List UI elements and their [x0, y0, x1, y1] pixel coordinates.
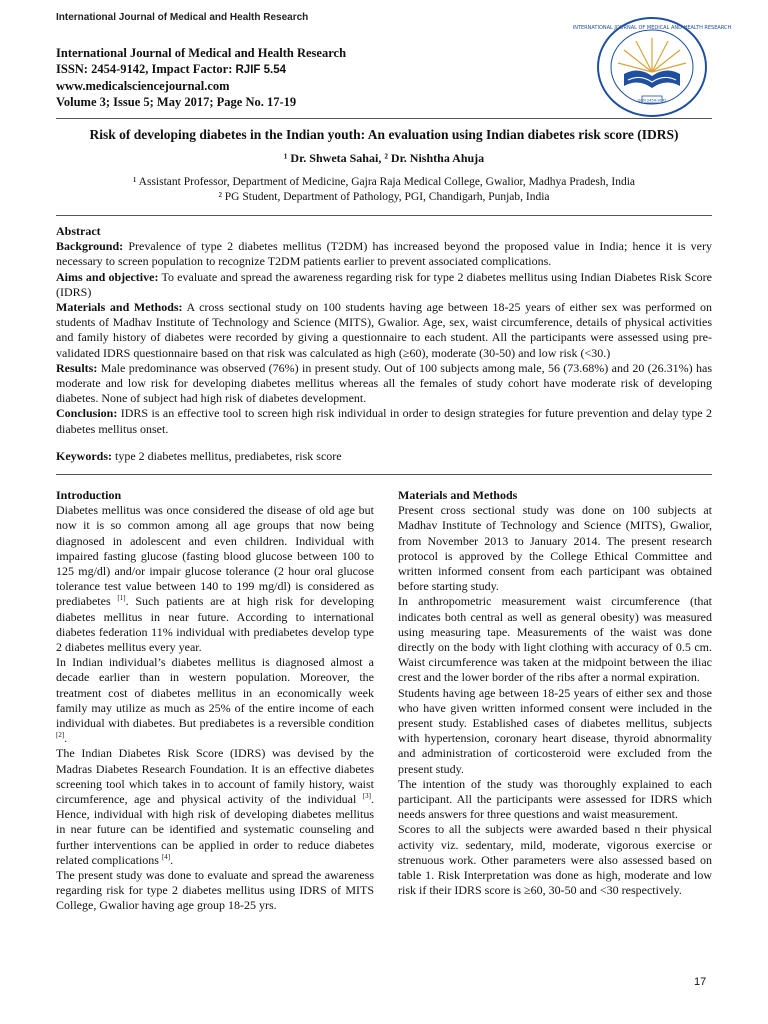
- methods-paragraph-5: Scores to all the subjects were awarded based n their physical activity viz. sedentary, mild, moderate, vigorous exercise or strenuous work. Other parameters were also assessed based on table 1. Risk Interpretation was done as high, moderate and low risk if their IDRS score is ≥60, 30-50 and <30 respectively.: [398, 822, 712, 898]
- intro-paragraph-2: In Indian individual’s diabetes mellitus is diagnosed almost a decade earlier than in western population. Moreover, the treatment cost of diabetes mellitus in an economically week family may utilize as much as 25% of the entire income of each individual with diabetes. But prediabetes is a reversible condition [2].: [56, 655, 374, 746]
- intro-paragraph-3: The Indian Diabetes Risk Score (IDRS) was devised by the Madras Diabetes Research Foundation. It is an effective diabetes screening tool which takes in to account of family history, waist circumference, age and physical activity of the individual [3]. Hence, individual with high risk of developing diabetes mellitus in near future can be identified and systematic counseling and further interventions can be applied in order to reduce diabetes related complications [4].: [56, 746, 374, 867]
- abstract-results: Results: Male predominance was observed (76%) in present study. Out of 100 subjects among male, 56 (73.68%) and 20 (26.31%) has moderate and low risk for developing diabetes mellitus whereas all the females of study cohort have moderate risk of developing diabetes. None of subject had high risk of diabetes development.: [56, 360, 712, 406]
- methods-paragraph-4: The intention of the study was thoroughly explained to each participant. All the participants were assessed for IDRS which needs answers for three questions and waist measurement.: [398, 776, 712, 822]
- volume-line: Volume 3; Issue 5; May 2017; Page No. 17-19: [56, 95, 297, 109]
- abstract-top-divider: [56, 215, 712, 216]
- abstract-methods: Materials and Methods: A cross sectional study on 100 students having age between 18-25 years of either sex was performed on students of Madhav Institute of Technology and Science (MITS), Gwalior. Age, sex, waist circumference, details of physical activities and family history of diabetes were recorded by giving a questionnaire to each student. All the participants were assessed using pre-validated IDRS questionnaire based on that risk was calculated as high (≥60), moderate (30-50) and low risk (<30.): [56, 300, 713, 360]
- methods-paragraph-3: Students having age between 18-25 years of either sex and those who have given written informed consent were included in the present study. Established cases of diabetes mellitus, subjects with hypertension, coronary heart disease, thyroid abnormality and administration of corticosteroid were excluded from the present study.: [398, 685, 712, 776]
- abstract-conclusion: Conclusion: IDRS is an effective tool to screen high risk individual in order to design strategies for future prevention and delay type 2 diabetes mellitus onset.: [56, 406, 712, 436]
- abstract: [56, 224, 712, 437]
- journal-name: International Journal of Medical and Health Research: [56, 46, 347, 60]
- logo-subtext: ISSN 2454-9142: [637, 98, 667, 103]
- citation-4: [4]: [161, 852, 171, 861]
- citation-2: [2]: [56, 731, 65, 740]
- abstract-aims: Aims and objective: To evaluate and spread the awareness regarding risk for type 2 diabetes mellitus using Indian Diabetes Risk Score (IDRS): [56, 269, 712, 299]
- logo-text: INTERNATIONAL JOURNAL OF MEDICAL AND HEALTH RESEARCH: [572, 25, 732, 31]
- page-number: 17: [694, 976, 707, 988]
- citation-1: [1]: [117, 594, 126, 603]
- abstract-background: Background: Prevalence of type 2 diabetes mellitus (T2DM) has increased beyond the proposed value in India; hence it is very necessary to screen population to recognize T2DM patients earlier to prevent associated complications.: [56, 239, 712, 269]
- methods-paragraph-1: Present cross sectional study was done on 100 subjects at Madhav Institute of Technology and Science (MITS), Gwalior, from November 2013 to January 2014. The present research protocol is approved by the College Ethical Committee and written informed consent from each participant was obtained before starting study.: [398, 503, 712, 594]
- journal-website: www.medicalsciencejournal.com: [56, 79, 230, 93]
- methods-heading: Materials and Methods: [398, 488, 518, 502]
- affiliation-2: ² PG Student, Department of Pathology, PGI, Chandigarh, Punjab, India: [218, 191, 550, 203]
- article-title: Risk of developing diabetes in the Indian youth: An evaluation using Indian diabetes risk score (IDRS): [89, 127, 679, 142]
- authors: ¹ Dr. Shweta Sahai, ² Dr. Nishtha Ahuja: [283, 151, 485, 165]
- journal-logo: [572, 16, 732, 118]
- citation-3: [3]: [362, 792, 371, 801]
- introduction-column: [56, 488, 374, 914]
- methods-column: [398, 488, 712, 898]
- intro-paragraph-1: Diabetes mellitus was once considered the disease of old age but now it is so common among all age groups that now being diagnosed in adolescent and even children. Individual with impaired fasting glucose (fasting blood glucose between 100 to 125 mg/dl) and/or impair glucose tolerance (2 hour oral glucose tolerance test value between 140 to 199 mg/dl) is considered as prediabetes [1]. Such patients are at high risk for developing diabetes mellitus in near future. According to international diabetes federation 11% individual with prediabetes develop type 2 diabetes mellitus every year.: [56, 503, 374, 655]
- header-divider: [56, 118, 712, 119]
- abstract-heading: Abstract: [56, 224, 101, 238]
- journal-info: [56, 45, 346, 110]
- issn-line: ISSN: 2454-9142, Impact Factor: RJIF 5.54: [56, 62, 286, 76]
- introduction-heading: Introduction: [56, 488, 122, 502]
- running-header: International Journal of Medical and Health Research: [56, 12, 309, 23]
- body-divider: [56, 474, 712, 475]
- affiliation-1: ¹ Assistant Professor, Department of Medicine, Gajra Raja Medical College, Gwalior, Madhya Pradesh, India: [132, 176, 635, 188]
- impact-factor: RJIF 5.54: [235, 64, 286, 76]
- methods-paragraph-2: In anthropometric measurement waist circumference (that indicates both central as well as general obesity) was measured using measuring tape. Measurements of the waist was done directly on the body with light clothing with accuracy of 0.5 cm. Waist circumference was taken at the midpoint between the iliac crest and the lower border of the ribs after a normal expiration.: [398, 594, 712, 685]
- keywords: Keywords: type 2 diabetes mellitus, prediabetes, risk score: [56, 449, 342, 463]
- intro-paragraph-4: The present study was done to evaluate and spread the awareness regarding risk for type 2 diabetes mellitus using IDRS of MITS College, Gwalior having age group 18-25 yrs.: [56, 868, 374, 913]
